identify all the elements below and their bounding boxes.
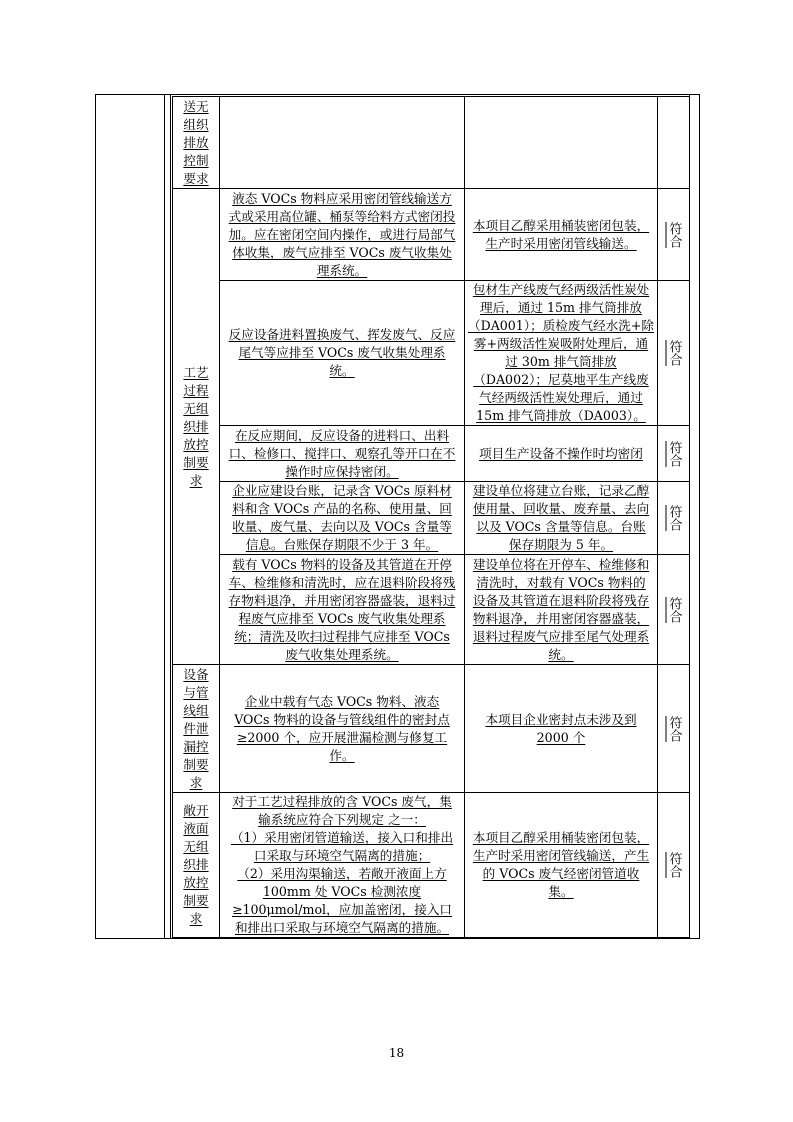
project-measure-text: 本项目乙醇采用桶装密闭包装，生产时采用密闭管线输送。 (472, 217, 650, 251)
requirement-text (220, 793, 464, 937)
project-measure-text: 本项目企业密封点未涉及到 2000 个 (485, 711, 637, 745)
requirement-text: 企业中载有气态 VOCs 物料、液态 VOCs 物料的设备与管线组件的密封点≥2000 个，应开展泄漏检测与修复工作。 (234, 693, 450, 763)
compliance-result: 符合 (666, 440, 682, 467)
requirement-text: 企业应建设台账，记录含 VOCs 原料材料和含 VOCs 产品的名称、使用量、回收量、废气量、去向以及 VOCs 含量等信息。台账保存期限不少于 3 年。 (232, 483, 452, 552)
project-measure-text: 包材生产线废气经两级活性炭处理后，通过 15m 排气筒排放（DA001）；质检废气经水洗+除雾+两级活性炭吸附处理后，通过 30m 排气筒排放（DA002）；尼莫地平生产线废气经两级活性炭处理后，通过 15m 排气筒排放（DA003）。 (468, 282, 655, 423)
column-divider (170, 94, 171, 939)
requirement-text: 在反应期间，反应设备的进料口、出料口、检修口、搅拌口、观察孔等开口在不操作时应保持密闭。 (228, 427, 456, 479)
compliance-result: 符合 (666, 221, 682, 248)
category-label: 工艺过程无组织排放控制要求 (183, 364, 209, 488)
table-row (173, 482, 690, 555)
page-number: 18 (388, 1046, 405, 1060)
requirement-line: （1）采用密闭管道输送，接入口和排出口采取与环境空气隔离的措施； (230, 830, 454, 863)
category-label: 敞开液面无组织排放控制要求 (183, 803, 209, 926)
requirement-line: 对于工艺过程排放的含 VOCs 废气，集输系统应符合下列规定 之一： (232, 794, 452, 827)
compliance-result: 符合 (666, 715, 682, 742)
table-row (173, 426, 690, 482)
project-measure-text: 建设单位将在开停车、检维修和清洗时，对载有 VOCs 物料的设备及其管道在退料阶段将残存物料退净，并用密闭容器盛装，退料过程废气应排至尾气处理系统。 (472, 556, 650, 662)
column-divider (164, 94, 165, 939)
table-row (173, 665, 690, 793)
compliance-table (172, 96, 690, 938)
compliance-result: 符合 (666, 340, 682, 366)
compliance-result: 符合 (666, 852, 682, 878)
table-row (173, 189, 690, 281)
category-label: 设备与管线组件泄漏控制要求 (183, 666, 209, 790)
requirement-text: 载有 VOCs 物料的设备及其管道在开停车、检维修和清洗时，应在退料阶段将残存物料退净，并用密闭容器盛装，退料过程废气应排至 VOCs 废气收集处理系统；清洗及吹扫过程排气应排至 VOCs 废气收集处理系统。 (228, 556, 456, 662)
table-row (173, 97, 690, 189)
requirement-text: 反应设备进料置换废气、挥发废气、反应尾气等应排至 VOCs 废气收集处理系统。 (228, 327, 456, 378)
table-row (173, 281, 690, 426)
requirement-text: 液态 VOCs 物料应采用密闭管线输送方式或采用高位罐、桶泵等给料方式密闭投加。应在密闭空间内操作，或进行局部气体收集，废气应排至 VOCs 废气收集处理系统。 (228, 190, 456, 278)
category-label: 送无组织排放控制要求 (183, 98, 209, 186)
compliance-result: 符合 (666, 505, 682, 531)
table-row (173, 793, 690, 938)
table-row (173, 555, 690, 665)
requirement-line: （2）采用沟渠输送，若敞开液面上方 100mm 处 VOCs 检测浓度 ≥100μmol/mol，应加盖密闭，接入口和排出口采取与环境空气隔离的措施。 (231, 866, 453, 935)
compliance-result: 符合 (666, 596, 682, 623)
project-measure-text: 项目生产设备不操作时均密闭 (479, 445, 643, 461)
project-measure-text: 建设单位将建立台账，记录乙醇使用量、回收量、废弃量、去向以及 VOCs 含量等信息。台账保存期限为 5 年。 (472, 483, 650, 552)
project-measure-text: 本项目乙醇采用桶装密闭包装，生产时采用密闭管线输送，产生的 VOCs 废气经密闭管道收集。 (472, 830, 650, 899)
